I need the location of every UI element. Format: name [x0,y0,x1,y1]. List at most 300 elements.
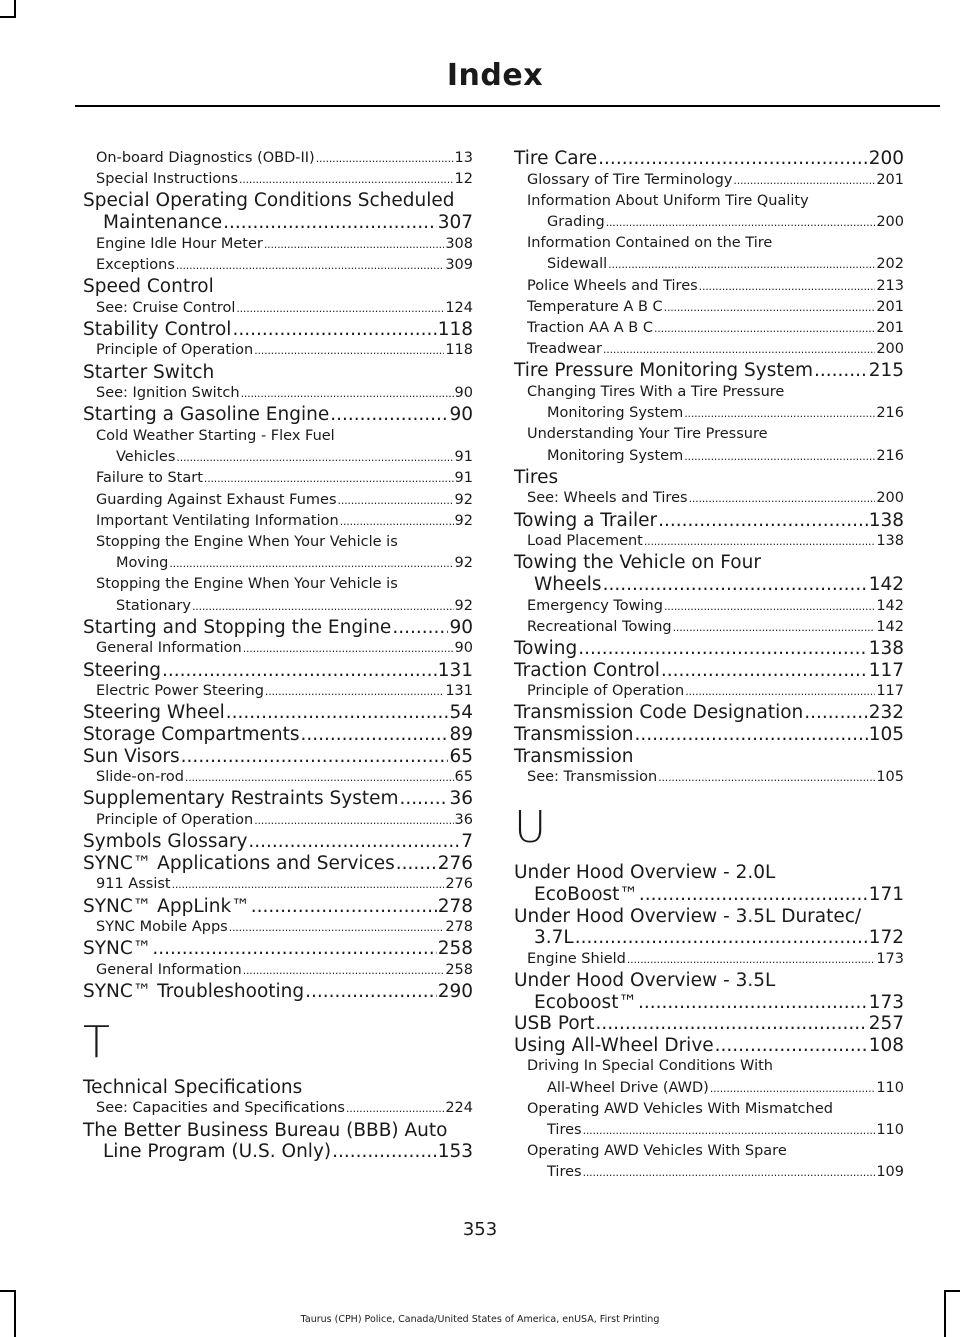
dot-leader [264,234,444,255]
entry-text: See: Capacities and Specifications [96,1100,345,1117]
dot-leader [332,1141,437,1163]
entry-line [514,884,904,906]
entry-text: Steering [83,659,161,681]
dot-leader [152,938,436,960]
index-entry [514,746,904,768]
page-ref: 92 [454,597,473,614]
entry-line [514,574,904,596]
index-subentry [83,383,473,404]
entry-line [83,917,473,938]
entry-text: The Better Business Bureau (BBB) Auto [83,1119,448,1141]
dot-leader [305,981,437,1003]
index-entry [514,906,904,949]
entry-text: Vehicles [116,449,176,466]
dot-leader [733,170,875,191]
entry-line [514,638,904,660]
page-ref: 200 [876,341,904,358]
entry-line [83,853,473,875]
entry-text: Treadwear [527,341,603,358]
index-subentry [514,233,904,275]
index-entry [514,148,904,170]
crop-mark [0,16,16,18]
index-subentry [83,511,473,532]
index-subentry [514,681,904,702]
index-entry [83,896,473,918]
dot-leader [172,874,445,895]
page-ref: 91 [454,449,473,466]
dot-leader [689,488,876,509]
entry-line [514,254,904,275]
entry-line [83,362,473,384]
index-entry [514,467,904,489]
dot-leader [229,917,445,938]
entry-line [514,949,904,970]
index-entry [83,319,473,341]
index-entry [514,552,904,595]
index-subentry [514,596,904,617]
index-subentry [514,424,904,466]
dot-leader [603,339,875,360]
dot-leader [248,831,460,853]
entry-line [83,810,473,831]
entry-line [514,403,904,424]
entry-line [83,383,473,404]
dot-leader [226,702,449,724]
entry-text: On-board Diagnostics (OBD-II) [96,150,315,166]
entry-line [83,681,473,702]
entry-text: Symbols Glossary [83,831,248,853]
index-subentry [514,170,904,191]
index-entry [83,617,473,639]
entry-line [83,340,473,361]
entry-line [514,1078,904,1099]
page-ref: 117 [876,683,904,700]
entry-text: Transmission Code Designation [514,702,804,724]
index-subentry [83,532,473,574]
entry-text: Moving [116,555,169,572]
page-ref: 92 [454,555,473,572]
page-ref: 224 [445,1100,473,1117]
dot-leader [658,510,868,532]
dot-leader [627,949,875,970]
page-ref: 216 [876,405,904,422]
entry-line [83,404,473,426]
dot-leader [804,702,867,724]
crop-mark [0,1290,16,1292]
page-ref: 36 [454,811,473,828]
index-subentry [514,382,904,424]
dot-leader [699,276,876,297]
dot-leader [232,319,436,341]
page-ref: 118 [437,318,473,340]
index-subentry [514,191,904,233]
dot-leader [392,617,448,639]
entry-text: Tires [514,466,559,488]
dot-leader [330,404,448,426]
dot-leader [185,767,454,788]
page-number: 353 [462,1219,498,1240]
entry-text: See: Cruise Control [96,299,236,316]
entry-line [514,617,904,638]
entry-text: Electric Power Steering [96,683,264,700]
dot-leader [204,468,454,489]
dot-leader [644,531,875,552]
entry-line [83,938,473,960]
entry-line [83,617,473,639]
entry-text: Emergency Towing [527,597,663,614]
dot-leader [664,297,876,318]
entry-text: General Information [96,640,242,657]
entry-text: EcoBoost™ [534,883,638,905]
page-ref: 202 [876,256,904,273]
page-ref: 131 [445,683,473,700]
dot-leader [254,340,444,361]
entry-text: Towing a Trailer [514,509,658,531]
entry-line [514,767,904,788]
entry-line [514,702,904,724]
page-ref: 258 [437,938,473,960]
entry-text: Sun Visors [83,745,180,767]
dot-leader [661,660,868,682]
page-ref: 138 [868,509,904,531]
dot-leader [338,490,454,511]
entry-text: Under Hood Overview - 3.5L [514,969,776,991]
entry-text: Supplementary Restraints System [83,788,399,810]
entry-line [83,1141,473,1163]
entry-line [514,1120,904,1141]
entry-line [83,447,473,468]
dot-leader [598,148,868,170]
entry-text: Starter Switch [83,361,215,383]
entry-line [83,702,473,724]
entry-text: Police Wheels and Tires [527,277,698,294]
entry-line [514,488,904,509]
index-entry [83,1077,473,1099]
entry-text: SYNC™ [83,938,152,960]
page-ref: 232 [868,702,904,724]
page-ref: 109 [876,1164,904,1181]
entry-text: 911 Assist [96,876,171,893]
index-subentry [83,574,473,616]
entry-text: Operating AWD Vehicles With Mismatched [527,1100,833,1117]
entry-text: Engine Shield [527,950,626,967]
index-entry [83,1120,473,1163]
dot-leader [606,212,876,233]
entry-line [83,553,473,574]
entry-text: Changing Tires With a Tire Pressure [527,384,785,401]
entry-line [83,468,473,489]
entry-line [514,170,904,191]
page-ref: 278 [437,895,473,917]
entry-text: Special Operating Conditions Scheduled [83,190,455,212]
page-ref: 153 [437,1141,473,1163]
page-ref: 90 [454,385,473,402]
entry-line [83,490,473,511]
index-subentry [83,1098,473,1119]
index-subentry [83,298,473,319]
entry-text: Principle of Operation [527,683,685,700]
entry-text: Engine Idle Hour Meter [96,235,263,252]
dot-leader [251,896,437,918]
index-subentry [514,1141,904,1183]
entry-text: Sidewall [547,256,608,273]
entry-text: Ecoboost™ [534,991,637,1013]
index-entry [83,746,473,768]
entry-line [83,511,473,532]
entry-line [83,319,473,341]
dot-leader [396,853,437,875]
index-entry [514,660,904,682]
page-ref: 105 [868,724,904,745]
dot-leader [400,788,449,810]
entry-text: Starting a Gasoline Engine [83,404,330,426]
entry-text: Towing the Vehicle on Four [514,552,761,574]
index-entry [514,862,904,905]
dot-leader [346,1098,444,1119]
entry-text: Temperature A B C [527,298,663,315]
entry-text: Stopping the Engine When Your Vehicle is [96,576,398,593]
dot-leader [635,724,868,746]
page-ref: 201 [876,171,904,188]
dot-leader [664,596,875,617]
dot-leader [223,212,437,234]
index-subentry [514,339,904,360]
page-ref: 216 [876,447,904,464]
entry-text: Driving In Special Conditions With [527,1058,773,1075]
entry-text: Load Placement [527,533,643,550]
index-subentry [514,531,904,552]
index-subentry [83,169,473,190]
index-entry [83,660,473,682]
entry-text: Traction Control [514,659,660,681]
entry-text: Tire Pressure Monitoring System [514,360,814,382]
index-subentry [83,340,473,361]
entry-line [514,446,904,467]
entry-line [83,596,473,617]
section-letter: T [83,1016,110,1068]
entry-line [514,681,904,702]
entry-text: Grading [547,214,605,230]
entry-text: Storage Compartments [83,724,300,745]
page-ref: 200 [868,148,904,169]
entry-text: Towing [514,638,578,660]
entry-line [83,1077,473,1099]
entry-text: Tires [547,1164,582,1181]
entry-text: Exceptions [96,256,175,273]
footer-text: Taurus (CPH) Police, Canada/United States of America, enUSA, First Printing [300,1314,660,1325]
entry-text: Tires [547,1121,582,1138]
dot-leader [239,169,454,190]
index-column-right [514,148,904,1184]
page-ref: 276 [437,852,473,874]
entry-line [514,297,904,318]
entry-text: Starting and Stopping the Engine [83,616,392,638]
index-subentry [83,148,473,169]
dot-leader [181,746,449,768]
index-subentry [514,276,904,297]
entry-line [514,1035,904,1057]
entry-text: General Information [96,961,242,978]
entry-text: Stopping the Engine When Your Vehicle is [96,534,398,550]
dot-leader [243,960,445,981]
index-entry [83,853,473,875]
index-subentry [83,468,473,489]
index-entry [514,1013,904,1035]
index-entry [83,362,473,384]
dot-leader [673,617,876,638]
dot-leader [162,660,437,682]
entry-text: Stationary [116,597,191,614]
index-entry [83,938,473,960]
index-entry [514,724,904,746]
page-ref: 89 [449,724,473,745]
dot-leader [254,810,453,831]
entry-text: SYNC™ Troubleshooting [83,981,305,1003]
page-ref: 91 [454,470,473,487]
index-entry [514,702,904,724]
index-entry [83,981,473,1003]
page-ref: 171 [868,883,904,905]
page-ref: 172 [868,927,904,949]
entry-line [83,724,473,746]
entry-line [514,276,904,297]
entry-text: See: Wheels and Tires [527,490,688,507]
entry-line [514,992,904,1014]
dot-leader [685,681,875,702]
dot-leader [169,553,453,574]
index-subentry [514,767,904,788]
entry-text: Tire Care [514,148,598,169]
entry-line [514,927,904,949]
index-subentry [83,638,473,659]
page-ref: 258 [445,961,473,978]
header-divider [75,105,940,107]
section-letter: U [514,802,547,854]
index-entry [514,360,904,382]
dot-leader [300,724,448,746]
entry-text: SYNC™ Applications and Services [83,852,395,874]
page-ref: 65 [449,745,473,767]
entry-line [514,660,904,682]
entry-line [514,510,904,532]
dot-leader [608,254,875,275]
entry-line [514,148,904,170]
entry-text: Failure to Start [96,470,203,487]
entry-text: Information Contained on the Tire [527,235,773,252]
page-ref: 110 [876,1121,904,1138]
entry-line [514,746,904,768]
entry-text: Steering Wheel [83,702,225,724]
entry-text: See: Transmission [527,769,658,786]
page-ref: 201 [876,320,904,337]
entry-text: Principle of Operation [96,811,254,828]
page-ref: 124 [445,299,473,316]
index-subentry [83,681,473,702]
entry-line [83,1098,473,1119]
dot-leader [603,574,868,596]
entry-text: SYNC Mobile Apps [96,919,228,936]
page-ref: 117 [868,659,904,681]
entry-text: Slide-on-rod [96,769,184,786]
page-ref: 90 [449,616,473,638]
entry-line [83,148,473,169]
crop-mark [944,1290,960,1292]
page-ref: 308 [445,235,473,252]
page-ref: 276 [445,876,473,893]
page-ref: 138 [876,533,904,550]
index-entry [83,190,473,233]
page-ref: 108 [868,1034,904,1056]
entry-line [514,318,904,339]
dot-leader [578,638,867,660]
entry-text: Recreational Towing [527,618,672,635]
entry-text: Transmission [514,724,634,745]
entry-line [514,1162,904,1183]
entry-text: Maintenance [103,212,223,233]
entry-text: See: Ignition Switch [96,385,240,402]
entry-line [83,874,473,895]
page-title: Index [446,58,544,93]
dot-leader [340,511,454,532]
dot-leader [241,383,454,404]
entry-line [83,767,473,788]
index-entry [514,510,904,532]
index-subentry [83,960,473,981]
entry-text: Wheels [534,574,602,596]
entry-line [83,234,473,255]
index-subentry [514,318,904,339]
entry-text: 3.7L [534,927,574,949]
index-subentry [83,255,473,276]
index-subentry [83,767,473,788]
entry-text: USB Port [514,1013,595,1035]
page-ref: 200 [876,490,904,507]
entry-text: SYNC™ AppLink™ [83,895,250,917]
entry-line [83,638,473,659]
entry-text: Transmission [514,745,634,767]
page-ref: 142 [876,618,904,635]
page-ref: 131 [437,659,473,681]
page-ref: 90 [449,404,473,426]
dot-leader [710,1078,875,1099]
entry-line [83,169,473,190]
index-subentry [83,917,473,938]
dot-leader [265,681,444,702]
index-subentry [514,1056,904,1098]
entry-line [83,298,473,319]
index-subentry [83,874,473,895]
index-entry [83,276,473,298]
entry-text: Information About Uniform Tire Quality [527,192,809,209]
page-ref: 278 [445,919,473,936]
index-subentry [83,810,473,831]
entry-line [514,1013,904,1035]
entry-text: Using All-Wheel Drive [514,1034,714,1056]
entry-text: Monitoring System [547,447,684,464]
dot-leader [583,1162,876,1183]
entry-line [83,896,473,918]
page-ref: 65 [454,769,473,786]
page-ref: 92 [454,491,473,508]
index-subentry [514,1099,904,1141]
page-ref: 54 [449,702,473,724]
dot-leader [684,403,875,424]
page-ref: 201 [876,298,904,315]
page-ref: 142 [876,597,904,614]
dot-leader [583,1120,876,1141]
entry-text: Principle of Operation [96,342,254,359]
page-ref: 142 [868,574,904,596]
